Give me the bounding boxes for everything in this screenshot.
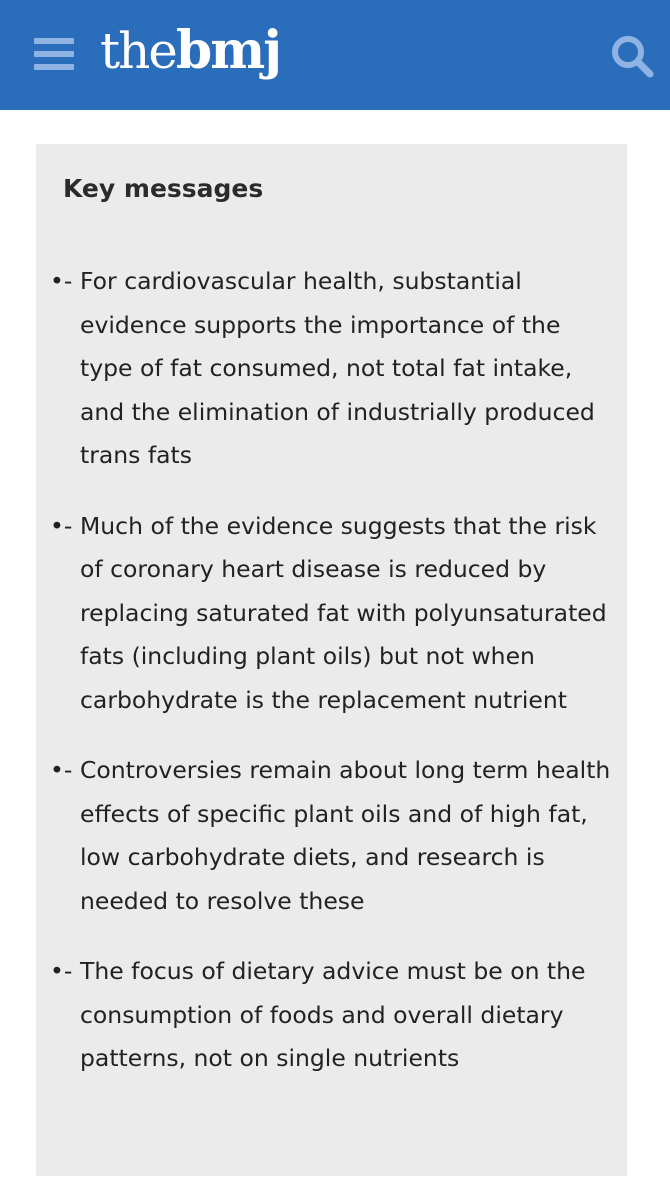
list-item-text: For cardiovascular health, substantial evidence supports the importance of the type of fat consumed, not total fat intake, and the elimination of industrially produced trans fats [80,267,595,469]
site-header [0,0,670,110]
list-item [50,749,620,923]
menu-bar-middle [34,51,74,57]
list-item-text: The focus of dietary advice must be on the consumption of foods and overall dietary patterns, not on single nutrients [80,957,586,1072]
bmj-logo[interactable] [100,20,280,90]
menu-bar-bottom [34,64,74,70]
bullet-icon: •- [50,267,73,295]
list-item [50,260,620,478]
list-item-text: Controversies remain about long term health effects of specific plant oils and of high fat, low carbohydrate diets, and research is needed to resolve these [80,756,611,915]
logo-the-text: the [100,22,176,80]
menu-bar-top [34,38,74,44]
list-item [50,950,620,1081]
key-messages-title: Key messages [63,174,264,203]
list-item [50,505,620,723]
bullet-icon: •- [50,756,73,784]
logo-bmj-text: bmj [175,20,281,81]
key-messages-box [36,144,627,1176]
bullet-icon: •- [50,957,73,985]
list-item-text: Much of the evidence suggests that the risk of coronary heart disease is reduced by replacing saturated fat with polyunsaturated fats (including plant oils) but not when carbohydrate is the replacement nutrient [80,511,607,714]
hamburger-menu-icon[interactable] [34,38,74,70]
bullet-icon: •- [50,511,73,540]
search-icon[interactable] [610,34,654,78]
key-messages-list [50,260,620,1108]
